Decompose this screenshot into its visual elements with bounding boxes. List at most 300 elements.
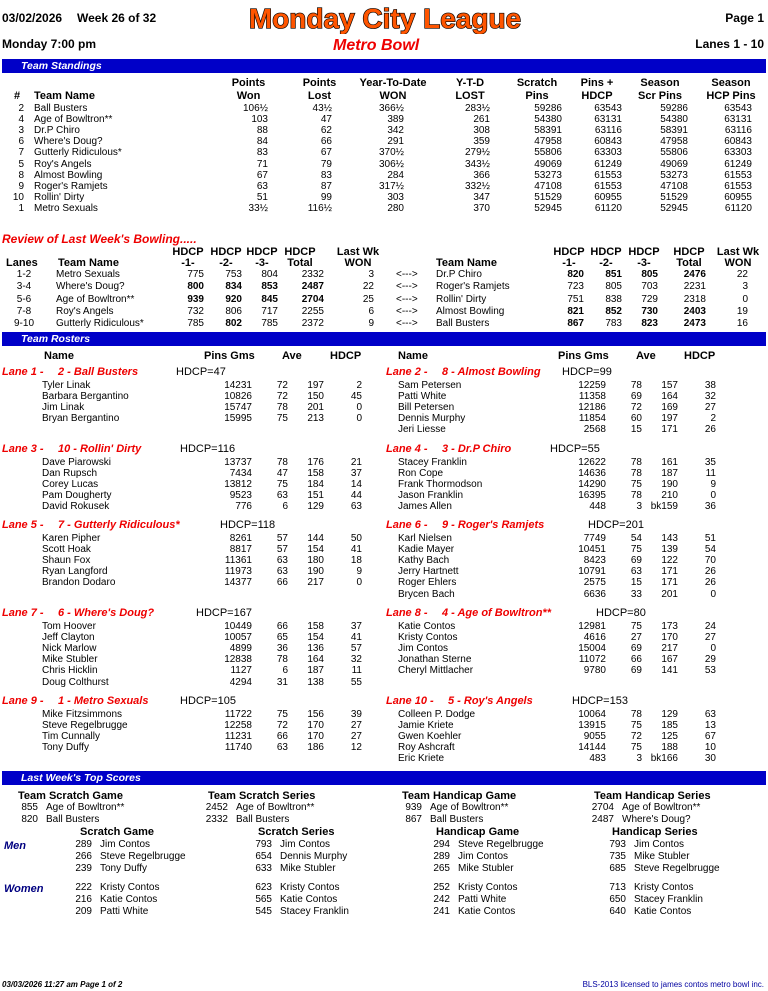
- top-team-name: Age of Bowltron**: [46, 802, 125, 813]
- roster-player-games: 31: [276, 676, 288, 688]
- roster-player-pins: 2568: [583, 424, 606, 436]
- roster-player-pins: 10791: [578, 566, 606, 578]
- roster-team-name: 5 - Roy's Angels: [448, 695, 533, 707]
- standings-cell: 47958: [660, 136, 688, 148]
- top-men-name: Steve Regelbrugge: [458, 839, 544, 850]
- top-women-name: Kristy Contos: [100, 882, 160, 893]
- roster-player-average: 197: [661, 413, 678, 425]
- standings-header: Scr Pins: [637, 90, 683, 102]
- roster-player-games: 36: [276, 643, 288, 655]
- roster-player-hdcp: 67: [704, 731, 716, 743]
- standings-cell: 366½: [378, 103, 404, 114]
- review-score: 6: [368, 305, 374, 317]
- review-lanes: 1-2: [16, 269, 32, 280]
- roster-header: Pins Gms: [204, 350, 255, 362]
- roster-player-games: 78: [276, 402, 288, 414]
- roster-player-hdcp: 11: [705, 468, 716, 480]
- roster-player-games: 66: [630, 654, 642, 666]
- roster-team-name: 3 - Dr.P Chiro: [442, 443, 512, 455]
- review-team-name: Ball Busters: [436, 318, 490, 330]
- women-label: Women: [4, 883, 44, 895]
- men-label: Men: [4, 840, 26, 852]
- standings-cell: 303: [387, 191, 404, 203]
- roster-player-pins: 13812: [224, 479, 252, 491]
- roster-player-games: 57: [276, 533, 288, 544]
- top-team-score: 820: [21, 813, 38, 825]
- roster-player-name: Colleen P. Dodge: [398, 709, 476, 720]
- roster-player-games: 63: [276, 555, 288, 567]
- top-women-name: Stacey Franklin: [280, 906, 349, 917]
- roster-player-average: 201: [307, 402, 324, 414]
- roster-player-pins: 12622: [578, 457, 606, 468]
- roster-team-hdcp: HDCP=116: [180, 443, 236, 455]
- roster-team-hdcp: HDCP=118: [220, 519, 276, 531]
- roster-player-games: 27: [630, 632, 642, 644]
- roster-header: Name: [398, 350, 428, 362]
- top-women-score: 640: [609, 906, 626, 917]
- roster-player-hdcp: 32: [350, 654, 362, 666]
- roster-player-name: Patti White: [398, 391, 447, 403]
- review-team-name: Roy's Angels: [56, 305, 114, 317]
- review-score: 823: [641, 318, 658, 330]
- top-men-score: 685: [609, 863, 626, 874]
- standings-cell: 54380: [660, 114, 688, 126]
- standings-cell: 291: [387, 136, 404, 148]
- roster-player-hdcp: 12: [350, 742, 362, 754]
- standings-cell: 279½: [464, 147, 490, 159]
- roster-player-average: 164: [307, 654, 324, 666]
- roster-player-average: 173: [661, 621, 678, 632]
- roster-player-games: 66: [276, 731, 288, 743]
- roster-player-pins: 14636: [578, 468, 606, 480]
- roster-player-name: Dan Rupsch: [42, 468, 98, 480]
- roster-player-average: 129: [661, 709, 678, 720]
- review-team-name: Roger's Ramjets: [436, 281, 510, 293]
- review-team-name: Where's Doug?: [56, 281, 125, 293]
- standings-header: Y-T-D: [455, 77, 485, 89]
- review-score: 805: [605, 281, 622, 293]
- review-header: WON: [724, 257, 752, 269]
- review-team-name: Metro Sexuals: [56, 269, 120, 280]
- footer-license: BLS-2013 licensed to james contos metro bowl inc.: [582, 980, 764, 989]
- roster-team-hdcp: HDCP=47: [176, 366, 226, 378]
- standings-cell: 71: [256, 158, 268, 170]
- standings-cell: 6: [18, 136, 24, 148]
- roster-player-hdcp: 37: [350, 468, 362, 480]
- roster-player-hdcp: 37: [350, 621, 362, 632]
- standings-cell: 60955: [724, 191, 752, 203]
- roster-player-games: 75: [276, 479, 288, 491]
- review-header: Total: [676, 257, 702, 269]
- top-team-name: Age of Bowltron**: [430, 802, 509, 813]
- roster-player-name: Brandon Dodaro: [42, 577, 116, 589]
- standings-header: Points: [231, 77, 266, 89]
- roster-player-name: Dennis Murphy: [398, 413, 466, 425]
- review-score: 845: [261, 293, 278, 305]
- roster-player-average: 170: [661, 632, 678, 644]
- roster-player-name: Tim Cunnally: [42, 731, 100, 743]
- review-score: 2487: [301, 281, 324, 293]
- roster-player-average: 186: [307, 742, 324, 754]
- standings-cell: 59286: [534, 103, 562, 114]
- roster-player-hdcp: 32: [704, 391, 716, 403]
- standings-cell: 366: [473, 169, 490, 181]
- top-women-score: 650: [609, 894, 626, 905]
- roster-player-pins: 11231: [224, 731, 252, 743]
- roster-lane-label: Lane 10 -: [386, 695, 434, 707]
- standings-cell: 51: [256, 191, 268, 203]
- top-men-score: 793: [255, 839, 272, 850]
- standings-header: Scratch: [516, 77, 558, 89]
- top-men-score: 735: [609, 851, 626, 862]
- review-header: -2-: [219, 257, 233, 269]
- top-team-score: 2452: [205, 802, 228, 813]
- standings-cell: 61120: [724, 202, 752, 214]
- review-score: 783: [605, 318, 622, 330]
- roster-player-name: Corey Lucas: [42, 479, 99, 491]
- roster-player-pins: 12981: [578, 621, 606, 632]
- review-score: 821: [567, 305, 584, 317]
- roster-lane-label: Lane 8 -: [386, 607, 428, 619]
- roster-team-hdcp: HDCP=201: [588, 519, 644, 531]
- review-header: HDCP: [172, 246, 204, 258]
- roster-player-hdcp: 55: [350, 676, 362, 688]
- roster-player-name: Roger Ehlers: [398, 577, 457, 589]
- roster-player-pins: 9780: [583, 665, 606, 677]
- roster-player-name: Sam Petersen: [398, 380, 462, 391]
- standings-bar: Team Standings: [2, 59, 766, 73]
- roster-player-games: 75: [630, 544, 642, 556]
- review-header: -1-: [562, 257, 576, 269]
- roster-player-name: Barbara Bergantino: [42, 391, 129, 403]
- roster-team-hdcp: HDCP=167: [196, 607, 252, 619]
- roster-player-pins: 14290: [578, 479, 606, 491]
- top-team-score: 939: [405, 802, 422, 813]
- roster-lane-label: Lane 6 -: [386, 519, 428, 531]
- standings-cell: 79: [320, 158, 332, 170]
- roster-player-pins: 1127: [230, 665, 252, 677]
- roster-player-games: 69: [630, 665, 642, 677]
- standings-cell: 52945: [660, 202, 688, 214]
- roster-header: HDCP: [684, 350, 716, 362]
- standings-cell: 84: [256, 136, 268, 148]
- top-women-score: 209: [75, 906, 92, 917]
- top-team-score: 855: [21, 802, 38, 813]
- roster-player-games: 78: [276, 654, 288, 666]
- roster-player-average: 169: [661, 402, 678, 414]
- top-team-title: Team Scratch Series: [208, 790, 316, 802]
- roster-lane-label: Lane 7 -: [2, 607, 44, 619]
- standings-cell: 60955: [594, 191, 622, 203]
- roster-player-name: James Allen: [398, 501, 452, 513]
- top-men-name: Jim Contos: [634, 839, 685, 850]
- review-score: 820: [567, 269, 584, 280]
- standings-cell: 58391: [660, 125, 688, 137]
- roster-player-games: 72: [276, 380, 288, 391]
- roster-player-games: 72: [276, 391, 288, 403]
- review-header: Last Wk: [716, 246, 760, 258]
- roster-player-average: 217: [661, 643, 678, 655]
- review-score: 853: [261, 281, 278, 293]
- roster-lane-label: Lane 2 -: [386, 366, 428, 378]
- review-team-name: Age of Bowltron**: [56, 293, 135, 305]
- roster-player-name: Jeff Clayton: [42, 632, 95, 644]
- roster-team-name: 6 - Where's Doug?: [58, 607, 155, 619]
- roster-player-hdcp: 44: [350, 490, 362, 502]
- review-lanes: 3-4: [16, 281, 32, 293]
- top-team-score: 2332: [205, 813, 228, 825]
- standings-team-name: Ball Busters: [34, 103, 88, 114]
- review-score: 723: [567, 281, 584, 293]
- review-score: 785: [261, 318, 278, 330]
- review-header: HDCP: [246, 246, 278, 258]
- standings-cell: 306½: [378, 158, 404, 170]
- roster-player-name: Bryan Bergantino: [42, 413, 120, 425]
- standings-cell: 370: [473, 202, 490, 214]
- roster-player-name: Steve Regelbrugge: [42, 720, 128, 732]
- review-team-name: Almost Bowling: [436, 305, 505, 317]
- roster-player-average: 188: [661, 742, 678, 754]
- top-individual-title: Scratch Game: [80, 826, 154, 838]
- top-men-name: Jim Contos: [100, 839, 151, 850]
- review-header: Total: [287, 257, 313, 269]
- roster-player-name: Mike Stubler: [42, 654, 98, 666]
- roster-player-games: 66: [276, 577, 288, 589]
- top-men-score: 265: [433, 863, 450, 874]
- roster-player-pins: 15995: [224, 413, 252, 425]
- roster-player-name: Roy Ashcraft: [398, 742, 455, 754]
- roster-player-games: 57: [276, 544, 288, 556]
- standings-team-name: Rollin' Dirty: [34, 191, 85, 203]
- standings-cell: 2: [18, 103, 24, 114]
- standings-cell: 52945: [534, 202, 562, 214]
- standings-cell: 54380: [534, 114, 562, 126]
- roster-player-games: 72: [276, 720, 288, 732]
- standings-cell: 43½: [312, 103, 332, 114]
- roster-player-name: Bill Petersen: [398, 402, 455, 414]
- review-score: 838: [605, 293, 622, 305]
- standings-cell: 103: [251, 114, 268, 126]
- roster-player-games: 69: [630, 555, 642, 567]
- roster-player-name: Shaun Fox: [42, 555, 91, 567]
- review-team-name: Rollin' Dirty: [436, 293, 487, 305]
- roster-player-pins: 10064: [578, 709, 606, 720]
- standings-cell: 61553: [724, 169, 752, 181]
- top-men-name: Jim Contos: [458, 851, 509, 862]
- standings-cell: 61553: [724, 180, 752, 192]
- top-women-name: Stacey Franklin: [634, 894, 703, 905]
- roster-player-games: 78: [630, 468, 642, 480]
- roster-player-name: Ryan Langford: [42, 566, 108, 578]
- top-men-name: Steve Regelbrugge: [634, 863, 720, 874]
- standings-header: HDCP: [581, 90, 613, 102]
- roster-player-hdcp: 27: [704, 632, 716, 644]
- standings-cell: 53273: [660, 169, 688, 181]
- review-score: 0: [742, 293, 748, 305]
- review-score: 730: [641, 305, 658, 317]
- roster-player-hdcp: 30: [704, 753, 716, 765]
- roster-player-games: 78: [630, 490, 642, 502]
- roster-player-games: 69: [630, 391, 642, 403]
- standings-cell: 58391: [534, 125, 562, 137]
- top-women-name: Katie Contos: [458, 906, 516, 917]
- roster-player-average: 180: [307, 555, 324, 567]
- review-score: 2476: [683, 269, 706, 280]
- review-header: -3-: [637, 257, 651, 269]
- review-score: 22: [736, 269, 748, 280]
- top-team-score: 2704: [591, 802, 614, 813]
- roster-player-hdcp: 0: [710, 490, 716, 502]
- standings-team-name: Dr.P Chiro: [34, 125, 80, 137]
- standings-cell: 55806: [660, 147, 688, 159]
- top-individual-title: Handicap Game: [436, 826, 520, 838]
- roster-player-average: 184: [307, 479, 324, 491]
- standings-cell: 49069: [534, 158, 562, 170]
- roster-player-average: 197: [307, 380, 324, 391]
- session-time: Monday 7:00 pm: [2, 37, 97, 51]
- roster-player-average: 190: [661, 479, 678, 491]
- roster-player-hdcp: 2: [356, 380, 362, 391]
- review-header: HDCP: [673, 246, 705, 258]
- top-individual-title: Scratch Series: [258, 826, 335, 838]
- top-scores-bar: Last Week's Top Scores: [2, 771, 766, 785]
- review-versus-arrow: <--->: [396, 269, 418, 280]
- roster-team-name: 10 - Rollin' Dirty: [58, 443, 142, 455]
- review-score: 800: [187, 281, 204, 293]
- standings-cell: 63303: [594, 147, 622, 159]
- roster-player-hdcp: 70: [704, 555, 716, 567]
- footer-print-info: 03/03/2026 11:27 am Page 1 of 2: [2, 980, 123, 989]
- review-score: 804: [261, 269, 278, 280]
- standings-cell: 9: [18, 180, 24, 192]
- top-women-score: 545: [255, 906, 272, 917]
- standings-team-name: Where's Doug?: [34, 136, 103, 148]
- roster-player-name: Chris Hicklin: [42, 665, 98, 677]
- roster-player-average: 210: [661, 490, 678, 502]
- roster-player-hdcp: 10: [704, 742, 716, 754]
- roster-player-games: 33: [630, 588, 642, 600]
- standings-header: Team Name: [34, 90, 95, 102]
- roster-player-games: 78: [630, 709, 642, 720]
- top-men-score: 654: [255, 851, 272, 862]
- review-title: Review of Last Week's Bowling.....: [2, 232, 197, 246]
- standings-cell: 370½: [378, 147, 404, 159]
- top-women-score: 623: [255, 882, 272, 893]
- top-men-name: Mike Stubler: [280, 863, 336, 874]
- roster-player-hdcp: 45: [350, 391, 362, 403]
- roster-player-name: Gwen Koehler: [398, 731, 462, 743]
- roster-player-average: bk166: [650, 753, 678, 765]
- standings-header: Season: [711, 77, 751, 89]
- roster-player-hdcp: 21: [350, 457, 362, 468]
- roster-player-average: 217: [307, 577, 324, 589]
- standings-cell: 261: [473, 114, 490, 126]
- roster-player-pins: 776: [235, 501, 252, 513]
- roster-player-average: 156: [307, 709, 324, 720]
- standings-header: Year-To-Date: [359, 77, 427, 89]
- roster-player-pins: 11740: [224, 742, 252, 754]
- roster-player-pins: 11722: [224, 709, 252, 720]
- review-score: 19: [736, 305, 748, 317]
- roster-player-hdcp: 18: [350, 555, 362, 567]
- standings-cell: 63116: [724, 125, 752, 137]
- review-score: 802: [225, 318, 242, 330]
- review-score: 2318: [683, 293, 706, 305]
- roster-header: Ave: [636, 350, 656, 362]
- roster-player-name: Eric Kriete: [398, 753, 445, 765]
- week-label: Week 26 of 32: [77, 11, 157, 25]
- roster-player-average: 151: [307, 490, 324, 502]
- roster-player-hdcp: 26: [704, 566, 716, 578]
- roster-player-name: Nick Marlow: [42, 643, 97, 655]
- roster-player-name: Jim Linak: [42, 402, 85, 414]
- standings-cell: 61120: [594, 202, 622, 214]
- roster-player-pins: 9523: [229, 490, 252, 502]
- review-score: 3: [742, 281, 748, 293]
- review-score: 806: [225, 305, 242, 317]
- standings-cell: 10: [12, 191, 24, 203]
- roster-player-hdcp: 27: [350, 720, 362, 732]
- review-score: 2231: [683, 281, 706, 293]
- top-team-title: Team Scratch Game: [18, 790, 123, 802]
- roster-player-hdcp: 35: [704, 457, 716, 468]
- roster-lane-label: Lane 4 -: [386, 443, 428, 455]
- standings-cell: 63303: [724, 147, 752, 159]
- roster-player-average: 170: [307, 720, 324, 732]
- roster-player-average: 129: [307, 501, 324, 513]
- page-number: Page 1: [725, 11, 764, 25]
- roster-player-hdcp: 9: [710, 479, 716, 491]
- roster-player-hdcp: 0: [356, 413, 362, 425]
- review-score: 732: [187, 305, 204, 317]
- standings-cell: 61249: [594, 158, 622, 170]
- top-team-name: Ball Busters: [236, 813, 290, 825]
- roster-header: Ave: [282, 350, 302, 362]
- top-team-score: 2487: [591, 813, 614, 825]
- top-women-score: 242: [433, 894, 450, 905]
- roster-player-hdcp: 38: [704, 380, 716, 391]
- roster-team-hdcp: HDCP=55: [550, 443, 600, 455]
- roster-player-name: Frank Thormodson: [398, 479, 483, 491]
- roster-player-pins: 12838: [224, 654, 252, 666]
- review-score: 867: [567, 318, 584, 330]
- standings-cell: 284: [387, 169, 404, 181]
- roster-header: Name: [44, 350, 74, 362]
- roster-player-name: Jeri Liesse: [398, 424, 446, 436]
- review-versus-arrow: <--->: [396, 305, 418, 317]
- roster-player-games: 75: [630, 479, 642, 491]
- roster-player-hdcp: 26: [704, 577, 716, 589]
- roster-player-average: 139: [661, 544, 678, 556]
- roster-player-games: 65: [276, 632, 288, 644]
- top-team-title: Team Handicap Game: [402, 790, 517, 802]
- roster-player-pins: 7749: [583, 533, 606, 544]
- roster-team-hdcp: HDCP=153: [572, 695, 628, 707]
- review-score: 729: [641, 293, 658, 305]
- roster-player-average: 187: [661, 468, 678, 480]
- roster-player-average: 138: [307, 676, 324, 688]
- review-score: 2473: [683, 318, 706, 330]
- standings-cell: 317½: [378, 180, 404, 192]
- roster-player-average: 141: [661, 665, 678, 677]
- standings-header: Season: [640, 77, 680, 89]
- roster-player-hdcp: 57: [350, 643, 362, 655]
- roster-player-name: Tom Hoover: [42, 621, 96, 632]
- standings-cell: 280: [387, 202, 404, 214]
- roster-player-hdcp: 27: [704, 402, 716, 414]
- roster-header: HDCP: [330, 350, 362, 362]
- standings-cell: 1: [18, 202, 24, 214]
